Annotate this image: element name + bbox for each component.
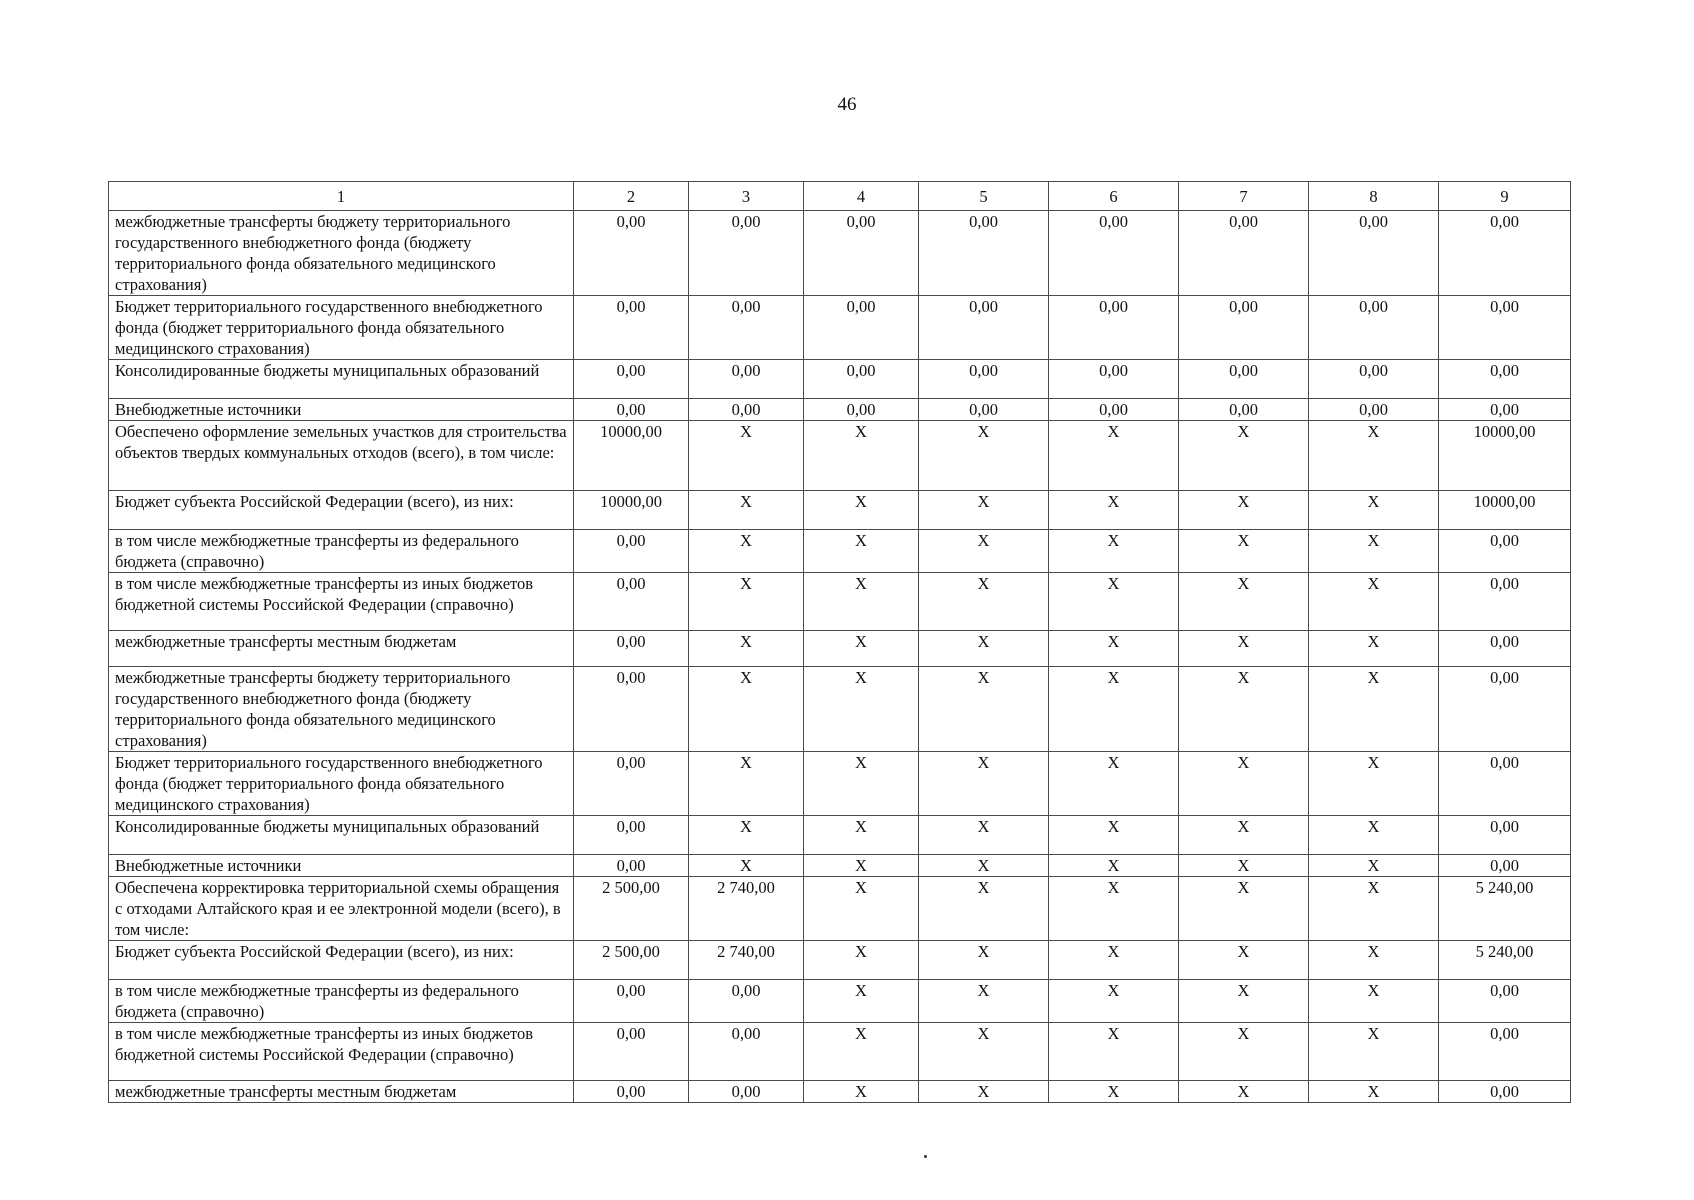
- cell-col-7: X: [1179, 491, 1309, 530]
- cell-col-2: 2 500,00: [574, 941, 689, 980]
- cell-col-5: X: [919, 941, 1049, 980]
- cell-col-3: X: [689, 631, 804, 667]
- cell-col-9: 5 240,00: [1439, 877, 1571, 941]
- cell-col-2: 0,00: [574, 752, 689, 816]
- cell-col-2: 0,00: [574, 667, 689, 752]
- cell-col-3: X: [689, 667, 804, 752]
- cell-col-5: X: [919, 752, 1049, 816]
- cell-col-7: X: [1179, 855, 1309, 877]
- cell-col-7: X: [1179, 1023, 1309, 1081]
- cell-col-6: 0,00: [1049, 296, 1179, 360]
- cell-col-6: X: [1049, 1023, 1179, 1081]
- table-row: [109, 667, 1571, 752]
- cell-col-3: X: [689, 530, 804, 573]
- row-label: в том числе межбюджетные трансферты из иных бюджетов бюджетной системы Российской Федерации (справочно): [109, 573, 574, 631]
- table-row: [109, 816, 1571, 855]
- cell-col-3: 0,00: [689, 399, 804, 421]
- cell-col-7: 0,00: [1179, 399, 1309, 421]
- column-header-3: 3: [689, 182, 804, 211]
- cell-col-2: 0,00: [574, 980, 689, 1023]
- cell-col-6: X: [1049, 1081, 1179, 1103]
- cell-col-7: X: [1179, 667, 1309, 752]
- cell-col-9: 0,00: [1439, 1081, 1571, 1103]
- cell-col-4: X: [804, 1081, 919, 1103]
- table-row: [109, 296, 1571, 360]
- cell-col-6: X: [1049, 667, 1179, 752]
- cell-col-7: X: [1179, 877, 1309, 941]
- cell-col-8: X: [1309, 421, 1439, 491]
- cell-col-3: X: [689, 855, 804, 877]
- cell-col-7: 0,00: [1179, 296, 1309, 360]
- cell-col-4: X: [804, 855, 919, 877]
- cell-col-8: X: [1309, 877, 1439, 941]
- cell-col-6: X: [1049, 752, 1179, 816]
- cell-col-3: X: [689, 752, 804, 816]
- cell-col-4: 0,00: [804, 296, 919, 360]
- cell-col-9: 5 240,00: [1439, 941, 1571, 980]
- row-label: межбюджетные трансферты местным бюджетам: [109, 1081, 574, 1103]
- cell-col-4: X: [804, 573, 919, 631]
- cell-col-3: 0,00: [689, 211, 804, 296]
- cell-col-9: 0,00: [1439, 296, 1571, 360]
- column-header-2: 2: [574, 182, 689, 211]
- cell-col-9: 0,00: [1439, 980, 1571, 1023]
- cell-col-8: 0,00: [1309, 211, 1439, 296]
- row-label: Бюджет территориального государственного внебюджетного фонда (бюджет территориального фонда обязательного медицинского страхования): [109, 752, 574, 816]
- cell-col-8: X: [1309, 855, 1439, 877]
- cell-col-7: X: [1179, 980, 1309, 1023]
- cell-col-9: 10000,00: [1439, 491, 1571, 530]
- cell-col-5: X: [919, 816, 1049, 855]
- cell-col-5: X: [919, 1023, 1049, 1081]
- cell-col-8: X: [1309, 941, 1439, 980]
- cell-col-8: X: [1309, 752, 1439, 816]
- cell-col-9: 0,00: [1439, 667, 1571, 752]
- cell-col-5: 0,00: [919, 211, 1049, 296]
- row-label: межбюджетные трансферты местным бюджетам: [109, 631, 574, 667]
- cell-col-3: X: [689, 491, 804, 530]
- column-header-9: 9: [1439, 182, 1571, 211]
- row-label: Бюджет территориального государственного внебюджетного фонда (бюджет территориального фонда обязательного медицинского страхования): [109, 296, 574, 360]
- cell-col-7: X: [1179, 752, 1309, 816]
- row-label: Консолидированные бюджеты муниципальных образований: [109, 816, 574, 855]
- cell-col-6: X: [1049, 530, 1179, 573]
- cell-col-7: 0,00: [1179, 211, 1309, 296]
- cell-col-4: X: [804, 631, 919, 667]
- cell-col-7: X: [1179, 631, 1309, 667]
- table-row: [109, 941, 1571, 980]
- cell-col-6: 0,00: [1049, 399, 1179, 421]
- cell-col-5: 0,00: [919, 399, 1049, 421]
- cell-col-9: 0,00: [1439, 211, 1571, 296]
- cell-col-2: 10000,00: [574, 421, 689, 491]
- cell-col-4: X: [804, 667, 919, 752]
- cell-col-9: 0,00: [1439, 1023, 1571, 1081]
- cell-col-4: 0,00: [804, 211, 919, 296]
- cell-col-6: X: [1049, 573, 1179, 631]
- cell-col-8: 0,00: [1309, 399, 1439, 421]
- cell-col-4: 0,00: [804, 360, 919, 399]
- row-label: Внебюджетные источники: [109, 399, 574, 421]
- cell-col-4: X: [804, 877, 919, 941]
- cell-col-5: X: [919, 421, 1049, 491]
- cell-col-5: X: [919, 667, 1049, 752]
- cell-col-7: X: [1179, 530, 1309, 573]
- cell-col-4: X: [804, 941, 919, 980]
- cell-col-7: X: [1179, 1081, 1309, 1103]
- cell-col-6: X: [1049, 941, 1179, 980]
- row-label: в том числе межбюджетные трансферты из федерального бюджета (справочно): [109, 530, 574, 573]
- cell-col-5: X: [919, 491, 1049, 530]
- row-label: Обеспечено оформление земельных участков для строительства объектов твердых коммунальных отходов (всего), в том числе:: [109, 421, 574, 491]
- cell-col-8: X: [1309, 530, 1439, 573]
- cell-col-3: 2 740,00: [689, 877, 804, 941]
- table-row: [109, 530, 1571, 573]
- table-row: [109, 877, 1571, 941]
- cell-col-4: X: [804, 530, 919, 573]
- cell-col-9: 0,00: [1439, 752, 1571, 816]
- cell-col-2: 0,00: [574, 1081, 689, 1103]
- cell-col-4: X: [804, 980, 919, 1023]
- header-row: [109, 182, 1571, 211]
- cell-col-9: 0,00: [1439, 530, 1571, 573]
- stray-mark: [924, 1155, 927, 1158]
- cell-col-6: X: [1049, 855, 1179, 877]
- cell-col-8: X: [1309, 1081, 1439, 1103]
- column-header-4: 4: [804, 182, 919, 211]
- cell-col-2: 10000,00: [574, 491, 689, 530]
- cell-col-4: 0,00: [804, 399, 919, 421]
- row-label: в том числе межбюджетные трансферты из федерального бюджета (справочно): [109, 980, 574, 1023]
- cell-col-9: 0,00: [1439, 573, 1571, 631]
- cell-col-2: 0,00: [574, 399, 689, 421]
- cell-col-9: 0,00: [1439, 816, 1571, 855]
- cell-col-3: X: [689, 816, 804, 855]
- table-row: [109, 491, 1571, 530]
- cell-col-2: 0,00: [574, 211, 689, 296]
- cell-col-4: X: [804, 816, 919, 855]
- cell-col-2: 0,00: [574, 530, 689, 573]
- cell-col-4: X: [804, 421, 919, 491]
- cell-col-5: X: [919, 530, 1049, 573]
- row-label: Бюджет субъекта Российской Федерации (всего), из них:: [109, 941, 574, 980]
- cell-col-5: 0,00: [919, 360, 1049, 399]
- row-label: Обеспечена корректировка территориальной схемы обращения с отходами Алтайского края и ее электронной модели (всего), в том числе:: [109, 877, 574, 941]
- cell-col-7: 0,00: [1179, 360, 1309, 399]
- row-label: межбюджетные трансферты бюджету территориального государственного внебюджетного фонда (бюджету территориального фонда обязательного медицинского страхования): [109, 667, 574, 752]
- table-row: [109, 752, 1571, 816]
- cell-col-5: X: [919, 980, 1049, 1023]
- column-header-6: 6: [1049, 182, 1179, 211]
- cell-col-6: X: [1049, 631, 1179, 667]
- cell-col-8: 0,00: [1309, 360, 1439, 399]
- cell-col-3: 0,00: [689, 360, 804, 399]
- budget-table: [108, 181, 1571, 1103]
- cell-col-2: 0,00: [574, 573, 689, 631]
- cell-col-8: X: [1309, 816, 1439, 855]
- cell-col-2: 2 500,00: [574, 877, 689, 941]
- table-body: [109, 211, 1571, 1103]
- cell-col-6: X: [1049, 980, 1179, 1023]
- cell-col-8: X: [1309, 631, 1439, 667]
- row-label: Консолидированные бюджеты муниципальных образований: [109, 360, 574, 399]
- cell-col-9: 0,00: [1439, 631, 1571, 667]
- cell-col-2: 0,00: [574, 816, 689, 855]
- cell-col-5: X: [919, 573, 1049, 631]
- cell-col-4: X: [804, 491, 919, 530]
- cell-col-7: X: [1179, 816, 1309, 855]
- cell-col-3: X: [689, 421, 804, 491]
- cell-col-6: 0,00: [1049, 211, 1179, 296]
- row-label: межбюджетные трансферты бюджету территориального государственного внебюджетного фонда (бюджету территориального фонда обязательного медицинского страхования): [109, 211, 574, 296]
- cell-col-9: 0,00: [1439, 360, 1571, 399]
- column-header-8: 8: [1309, 182, 1439, 211]
- cell-col-2: 0,00: [574, 1023, 689, 1081]
- cell-col-3: 2 740,00: [689, 941, 804, 980]
- table-row: [109, 980, 1571, 1023]
- table-row: [109, 421, 1571, 491]
- cell-col-2: 0,00: [574, 631, 689, 667]
- cell-col-2: 0,00: [574, 360, 689, 399]
- cell-col-9: 0,00: [1439, 399, 1571, 421]
- cell-col-8: X: [1309, 980, 1439, 1023]
- row-label: Бюджет субъекта Российской Федерации (всего), из них:: [109, 491, 574, 530]
- cell-col-6: X: [1049, 816, 1179, 855]
- cell-col-3: 0,00: [689, 296, 804, 360]
- row-label: Внебюджетные источники: [109, 855, 574, 877]
- cell-col-7: X: [1179, 421, 1309, 491]
- cell-col-5: 0,00: [919, 296, 1049, 360]
- table-row: [109, 399, 1571, 421]
- table-row: [109, 573, 1571, 631]
- table-row: [109, 1081, 1571, 1103]
- cell-col-3: 0,00: [689, 1081, 804, 1103]
- cell-col-9: 10000,00: [1439, 421, 1571, 491]
- cell-col-3: 0,00: [689, 980, 804, 1023]
- cell-col-5: X: [919, 1081, 1049, 1103]
- cell-col-3: 0,00: [689, 1023, 804, 1081]
- cell-col-8: X: [1309, 667, 1439, 752]
- cell-col-6: 0,00: [1049, 360, 1179, 399]
- column-header-5: 5: [919, 182, 1049, 211]
- cell-col-5: X: [919, 631, 1049, 667]
- row-label: в том числе межбюджетные трансферты из иных бюджетов бюджетной системы Российской Федерации (справочно): [109, 1023, 574, 1081]
- cell-col-8: X: [1309, 491, 1439, 530]
- cell-col-4: X: [804, 1023, 919, 1081]
- cell-col-5: X: [919, 877, 1049, 941]
- cell-col-4: X: [804, 752, 919, 816]
- cell-col-6: X: [1049, 877, 1179, 941]
- cell-col-8: 0,00: [1309, 296, 1439, 360]
- cell-col-6: X: [1049, 421, 1179, 491]
- cell-col-7: X: [1179, 573, 1309, 631]
- cell-col-8: X: [1309, 573, 1439, 631]
- table-row: [109, 631, 1571, 667]
- table-row: [109, 1023, 1571, 1081]
- table-row: [109, 360, 1571, 399]
- cell-col-8: X: [1309, 1023, 1439, 1081]
- column-header-7: 7: [1179, 182, 1309, 211]
- cell-col-2: 0,00: [574, 855, 689, 877]
- cell-col-5: X: [919, 855, 1049, 877]
- cell-col-2: 0,00: [574, 296, 689, 360]
- cell-col-9: 0,00: [1439, 855, 1571, 877]
- cell-col-6: X: [1049, 491, 1179, 530]
- cell-col-3: X: [689, 573, 804, 631]
- table-row: [109, 211, 1571, 296]
- column-header-1: 1: [109, 182, 574, 211]
- page-number: 46: [837, 94, 857, 115]
- cell-col-7: X: [1179, 941, 1309, 980]
- table-row: [109, 855, 1571, 877]
